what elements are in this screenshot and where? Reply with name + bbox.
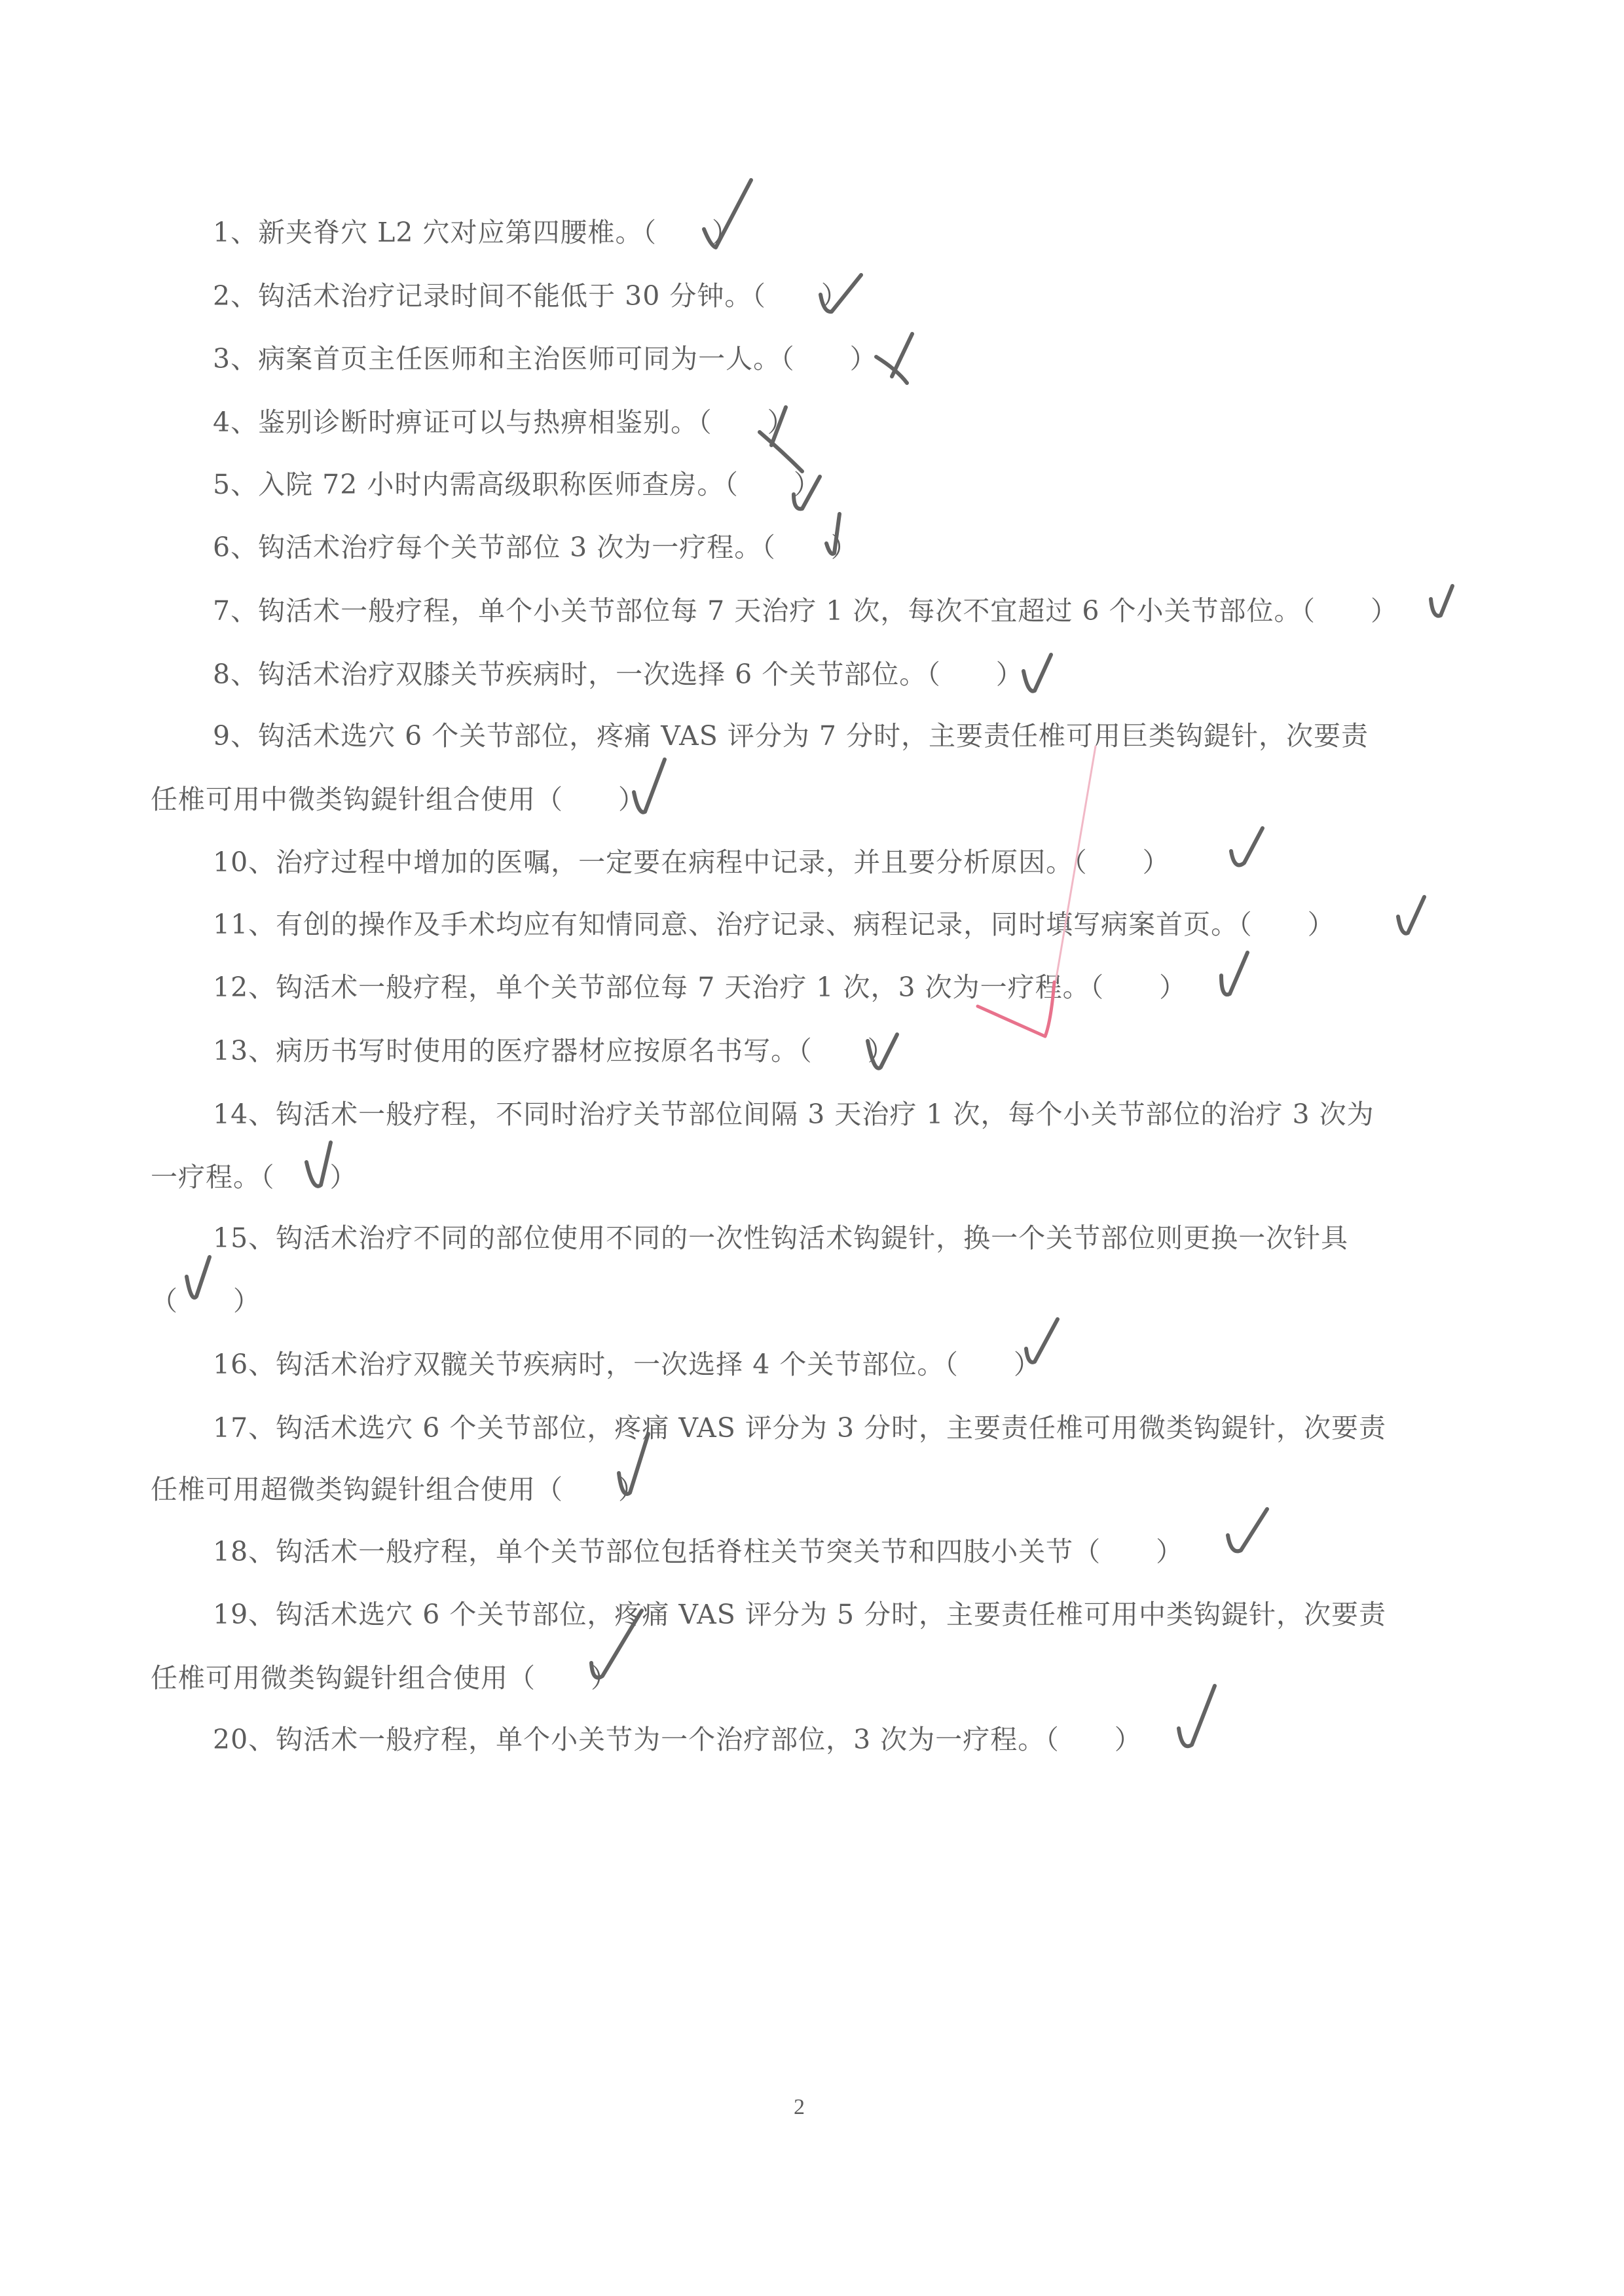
cross-mark-icon [892,334,912,376]
check-mark-icon [1221,953,1247,994]
question-15: 15、钩活术治疗不同的部位使用不同的一次性钩活术钩鍉针，换一个关节部位则更换一次针具 [213,1222,1349,1254]
check-mark-icon [1179,1686,1215,1746]
check-mark-icon [1231,828,1263,865]
question-9: 9、钩活术选穴 6 个关节部位，疼痛 VAS 评分为 7 分时，主要责任椎可用巨类钩鍉针，次要责 [213,720,1369,752]
question-7: 7、钩活术一般疗程，单个小关节部位每 7 天治疗 1 次，每次不宜超过 6 个小关节部位。（ ） [213,595,1399,627]
page-number: 2 [794,2095,805,2119]
question-14: 14、钩活术一般疗程，不同时治疗关节部位间隔 3 天治疗 1 次，每个小关节部位的治疗 3 次为 [213,1099,1375,1130]
question-6: 6、钩活术治疗每个关节部位 3 次为一疗程。（ ） [213,532,858,563]
question-18: 18、钩活术一般疗程，单个关节部位包括脊柱关节突关节和四肢小关节（ ） [213,1536,1184,1567]
question-11: 11、有创的操作及手术均应有知情同意、治疗记录、病程记录，同时填写病案首页。（ ） [213,909,1335,940]
question-13: 13、病历书写时使用的医疗器材应按原名书写。（ ） [213,1035,895,1066]
check-mark-icon [1024,655,1051,691]
question-17: 17、钩活术选穴 6 个关节部位，疼痛 VAS 评分为 3 分时，主要责任椎可用微类钩鍉针，次要责 [213,1412,1387,1444]
question-14-continued: 一疗程。（ ） [151,1161,358,1193]
question-3: 3、病案首页主任医师和主治医师可同为一人。（ ） [213,343,877,374]
question-10: 10、治疗过程中增加的医嘱，一定要在病程中记录，并且要分析原因。（ ） [213,847,1170,878]
question-16: 16、钩活术治疗双髋关节疾病时，一次选择 4 个关节部位。（ ） [213,1349,1041,1380]
question-4: 4、鉴别诊断时痹证可以与热痹相鉴别。（ ） [213,407,795,438]
question-8: 8、钩活术治疗双膝关节疾病时，一次选择 6 个关节部位。（ ） [213,659,1024,690]
question-5: 5、入院 72 小时内需高级职称医师查房。（ ） [213,469,821,500]
question-17-continued: 任椎可用超微类钩鍉针组合使用（ ） [151,1474,646,1505]
question-2: 2、钩活术治疗记录时间不能低于 30 分钟。（ ） [213,280,849,312]
question-1: 1、新夹脊穴 L2 穴对应第四腰椎。（ ） [213,217,739,248]
check-mark-icon [1398,897,1424,934]
cross-mark-icon [876,357,907,383]
check-mark-icon [1228,1509,1267,1551]
question-15-continued: （ ） [151,1285,261,1317]
question-19-continued: 任椎可用微类钩鍉针组合使用（ ） [151,1662,618,1694]
question-12: 12、钩活术一般疗程，单个关节部位每 7 天治疗 1 次，3 次为一疗程。（ ） [213,972,1187,1003]
question-20: 20、钩活术一般疗程，单个小关节为一个治疗部位，3 次为一疗程。（ ） [213,1724,1142,1755]
check-mark-icon [1431,586,1452,616]
question-9-continued: 任椎可用中微类钩鍉针组合使用（ ） [151,784,646,815]
question-19: 19、钩活术选穴 6 个关节部位，疼痛 VAS 评分为 5 分时，主要责任椎可用中类钩鍉针，次要责 [213,1599,1387,1630]
